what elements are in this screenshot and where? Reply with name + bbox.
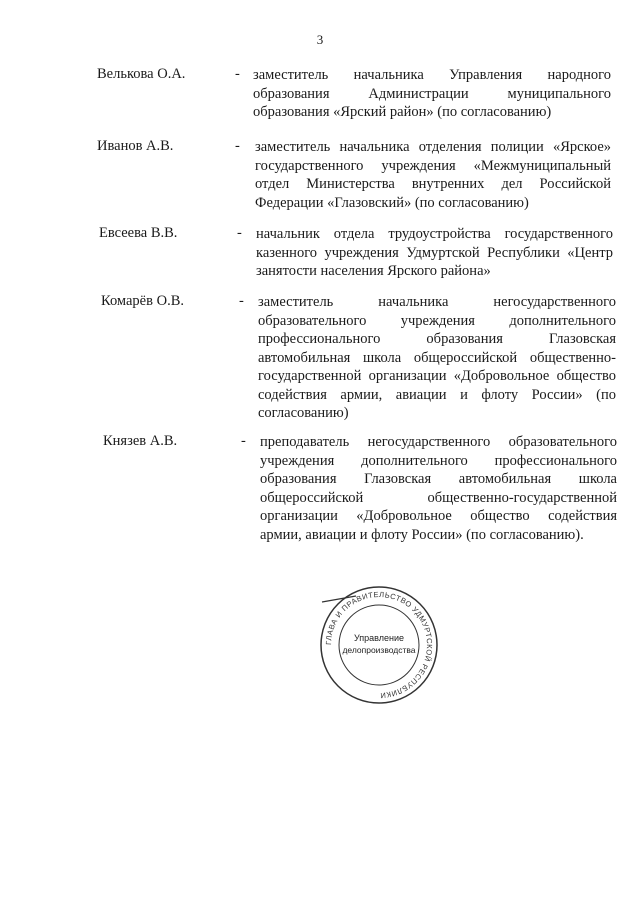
person-name: Князев А.В. [103,433,178,449]
dash: - [239,293,244,309]
stamp-text: делопроизводства [342,645,416,655]
dash: - [235,66,240,82]
stamp-ring-text: ГЛАВА И ПРАВИТЕЛЬСТВО УДМУРТСКОЙ РЕСПУБЛИКИ [323,589,435,701]
dash: - [237,225,242,241]
position-description: заместитель начальника Управления народного образования Администрации муниципального образования «Ярский район» (по согласованию) [253,67,611,120]
official-stamp [316,582,442,708]
dash: - [241,433,246,449]
person-name: Иванов А.В. [97,138,174,154]
position-description: начальник отдела трудоустройства государственного казенного учреждения Удмуртской Республики «Центр занятости населения Ярского района» [256,226,613,279]
page-number: 3 [316,32,324,47]
position-description: заместитель начальника негосударственного образовательного учреждения дополнительного профессионального образования Глазовская автомобильная школа общероссийской общественно-государственной организации «Добровольное общество содействия армии, авиации и флоту России» (по согласованию) [258,294,616,421]
stamp-text: Управление [353,633,405,643]
position-description: преподаватель негосударственного образовательного учреждения дополнительного профессионального образования Глазовская автомобильная школа общероссийской общественно-государственной организации «Добровольное общество содействия армии, авиации и флоту России» (по согласованию). [260,434,617,543]
person-name: Евсеева В.В. [99,225,178,241]
dash: - [235,138,240,154]
person-name: Велькова О.А. [97,66,186,82]
person-name: Комарёв О.В. [101,293,184,309]
position-description: заместитель начальника отделения полиции «Ярское» государственного учреждения «Межмуниципальный отдел Министерства внутренних дел Российской Федерации «Глазовский» (по согласованию) [255,139,611,211]
